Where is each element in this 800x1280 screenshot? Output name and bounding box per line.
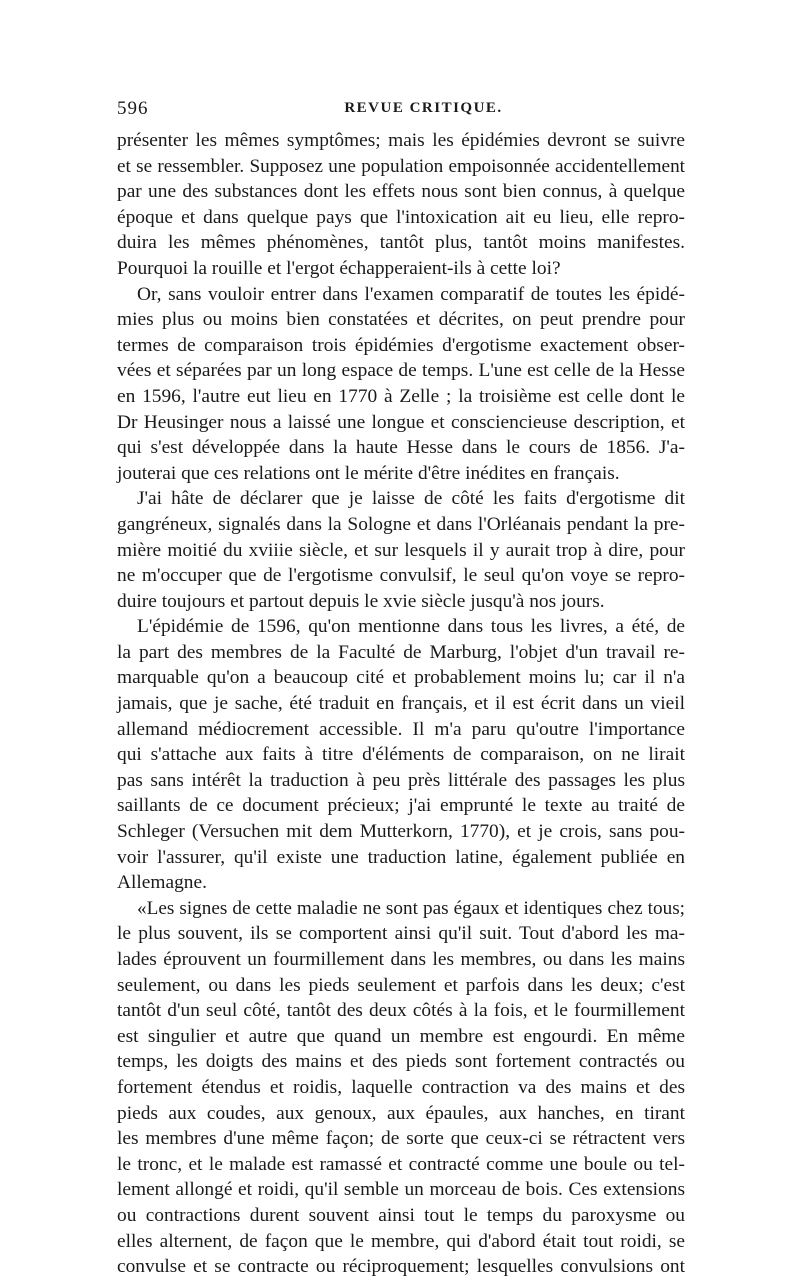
text-line: seulement, ou dans les pieds seulement et parfois dans les deux; c'est: [117, 974, 685, 996]
text-line: Pourquoi la rouille et l'ergot échapperaient-ils à cette loi?: [117, 257, 561, 279]
text-line: temps, les doigts des mains et des pieds sont fortement contractés ou: [117, 1051, 685, 1073]
text-line: fortement étendus et roidis, laquelle contraction va des mains et des: [117, 1076, 685, 1098]
body-text: [117, 128, 685, 1280]
text-line: vées et séparées par un long espace de temps. L'une est celle de la Hesse: [117, 360, 685, 382]
text-line: pieds aux coudes, aux genoux, aux épaules, aux hanches, en tirant: [117, 1102, 685, 1124]
text-line: gangréneux, signalés dans la Sologne et dans l'Orléanais pendant la pre-: [117, 513, 685, 535]
text-line: mière moitié du xviiie siècle, et sur lesquels il y aurait trop à dire, pour: [117, 539, 685, 561]
text-line: lement allongé et roidi, qu'il semble un morceau de bois. Ces extensions: [117, 1179, 685, 1201]
text-line: la part des membres de la Faculté de Marburg, l'objet d'un travail re-: [117, 641, 685, 663]
text-line: tantôt d'un seul côté, tantôt des deux côtés à la fois, et le fourmillement: [117, 1000, 685, 1022]
text-line: le tronc, et le malade est ramassé et contracté comme une boule ou tel-: [117, 1153, 685, 1175]
text-line: et se ressembler. Supposez une population empoisonnée accidentellement: [117, 155, 685, 177]
text-line: est singulier et autre que quand un membre est engourdi. En même: [117, 1025, 685, 1047]
text-line: qui s'attache aux faits à titre d'éléments de comparaison, on ne lirait: [117, 744, 685, 766]
text-line: Or, sans vouloir entrer dans l'examen comparatif de toutes les épidé-: [137, 283, 685, 305]
running-title: REVUE CRITIQUE.: [344, 100, 503, 116]
text-line: présenter les mêmes symptômes; mais les épidémies devront se suivre: [117, 130, 685, 151]
text-line: Allemagne.: [117, 872, 207, 894]
text-line: L'épidémie de 1596, qu'on mentionne dans tous les livres, a été, de: [137, 616, 685, 638]
text-line: allemand médiocrement accessible. Il m'a paru qu'outre l'importance: [117, 718, 685, 740]
text-line: jouterai que ces relations ont le mérite d'être inédites en français.: [117, 462, 620, 484]
text-line: lades éprouvent un fourmillement dans les membres, ou dans les mains: [117, 949, 685, 970]
text-line: le plus souvent, ils se comportent ainsi qu'il suit. Tout d'abord les ma-: [117, 923, 685, 945]
text-line: les membres d'une même façon; de sorte que ceux-ci se rétractent vers: [117, 1128, 685, 1150]
text-line: convulse et se contracte ou réciproquement; lesquelles convulsions ont: [117, 1256, 685, 1278]
text-line: voir l'assurer, qu'il existe une traduction latine, également publiée en: [117, 846, 685, 868]
text-line: ou contractions durent souvent ainsi tout le temps du paroxysme ou: [117, 1204, 685, 1226]
page-number: 596: [117, 98, 149, 119]
text-line: marquable qu'on a beaucoup cité et probablement moins lu; car il n'a: [117, 667, 685, 689]
text-line: pas sans intérêt la traduction à peu près littérale des passages les plus: [117, 769, 685, 791]
text-line: en 1596, l'autre eut lieu en 1770 à Zelle ; la troisième est celle dont le: [117, 385, 685, 407]
text-line: Dr Heusinger nous a laissé une longue et consciencieuse description, et: [117, 411, 685, 433]
text-line: termes de comparaison trois épidémies d'ergotisme exactement obser-: [117, 334, 685, 356]
text-line: J'ai hâte de déclarer que je laisse de côté les faits d'ergotisme dit: [137, 488, 685, 510]
text-line: duira les mêmes phénomènes, tantôt plus, tantôt moins manifestes.: [117, 232, 685, 254]
text-line: duire toujours et partout depuis le xvie siècle jusqu'à nos jours.: [117, 590, 605, 612]
page-header: [117, 98, 685, 122]
text-line: elles alternent, de façon que le membre, qui d'abord était tout roidi, se: [117, 1230, 685, 1252]
text-line: Schleger (Versuchen mit dem Mutterkorn, 1770), et je crois, sans pou-: [117, 821, 685, 843]
text-line: ne m'occuper que de l'ergotisme convulsif, le seul qu'on voye se repro-: [117, 565, 685, 587]
text-line: saillants de ce document précieux; j'ai emprunté le texte au traité de: [117, 795, 685, 817]
text-line: qui s'est développée dans la haute Hesse dans le cours de 1856. J'a-: [117, 437, 685, 459]
text-line: par une des substances dont les effets nous sont bien connus, à quelque: [117, 181, 685, 203]
text-line: «Les signes de cette maladie ne sont pas égaux et identiques chez tous;: [137, 897, 685, 919]
text-line: jamais, que je sache, été traduit en français, et il est écrit dans un vieil: [117, 693, 685, 715]
text-line: mies plus ou moins bien constatées et décrites, on peut prendre pour: [117, 309, 685, 331]
text-line: époque et dans quelque pays que l'intoxication ait eu lieu, elle repro-: [117, 206, 685, 228]
